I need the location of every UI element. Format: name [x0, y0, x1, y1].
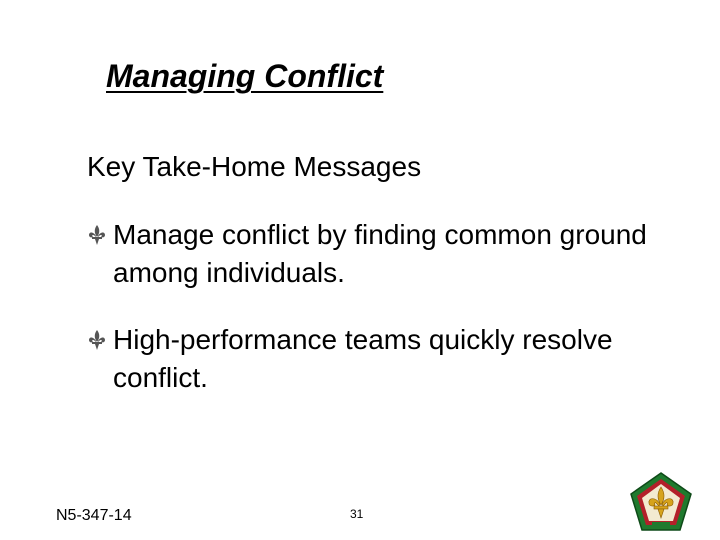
fleur-de-lis-icon: [87, 329, 107, 351]
fleur-de-lis-icon: [87, 224, 107, 246]
slide-title: Managing Conflict: [106, 58, 384, 94]
wood-badge-pentagon-logo: [630, 472, 692, 532]
bullet-text: Manage conflict by finding common ground among individuals.: [113, 219, 647, 288]
bullet-item: [87, 321, 697, 397]
slide-subtitle: Key Take-Home Messages: [87, 151, 422, 182]
bullet-text: High-performance teams quickly resolve conflict.: [113, 324, 613, 393]
footer-code: N5-347-14: [56, 507, 132, 524]
bullet-item: [87, 216, 697, 292]
page-number: 31: [350, 507, 364, 521]
